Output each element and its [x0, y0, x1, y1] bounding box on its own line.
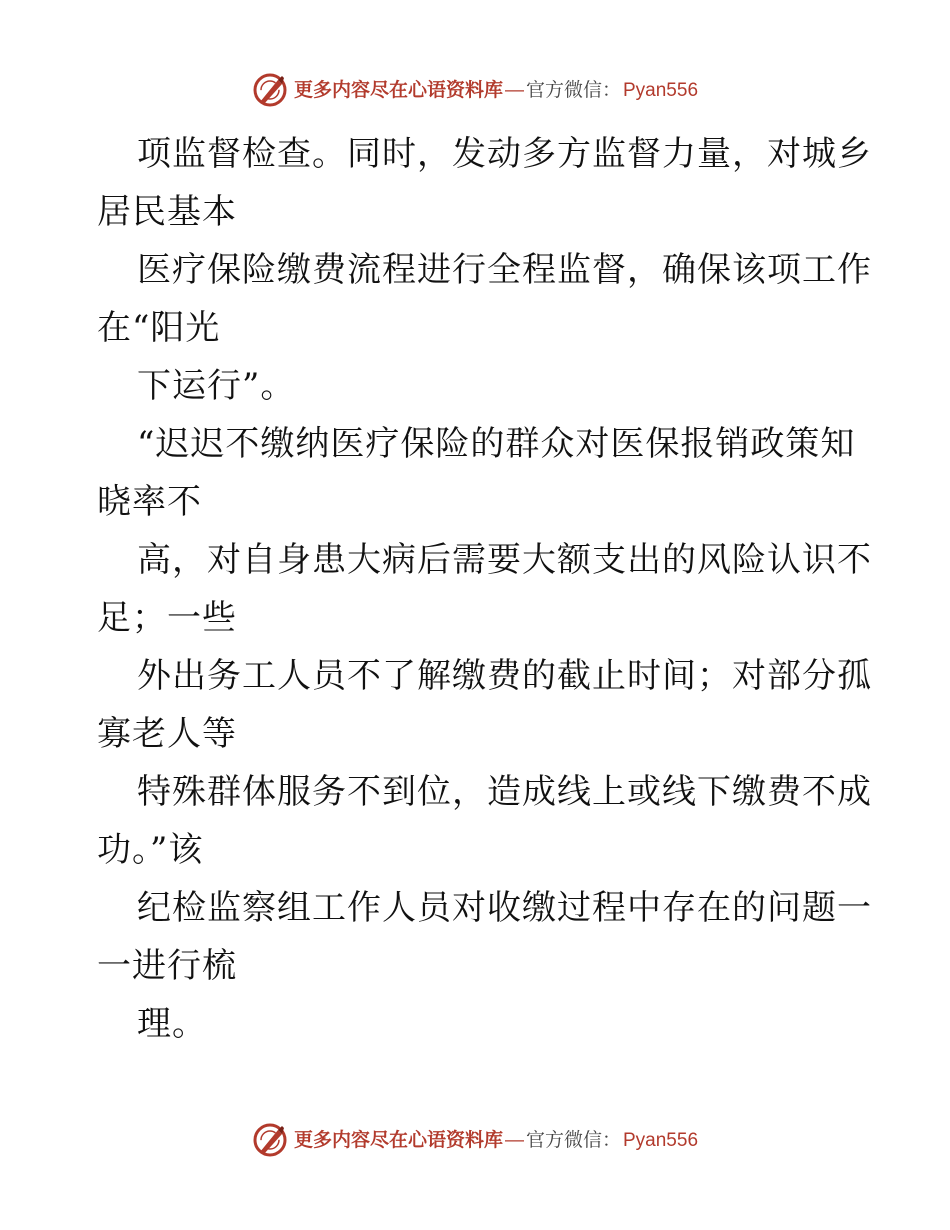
banner-wechat-id: Pyan556 [623, 79, 699, 101]
header-banner [0, 70, 950, 110]
body-line: 晓率不 [97, 482, 202, 522]
banner-dash: — [504, 1129, 524, 1151]
body-line: 外出务工人员不了解缴费的截止时间；对部分孤 [137, 656, 872, 696]
banner-slogan: 更多内容尽在心语资料库 [293, 78, 503, 101]
banner-wechat-label: 官方微信： [525, 1128, 621, 1151]
banner-text [293, 78, 699, 101]
brand-logo-icon [252, 1122, 288, 1158]
banner-slogan: 更多内容尽在心语资料库 [293, 1128, 503, 1151]
body-line: 项监督检查。同时，发动多方监督力量，对城乡 [137, 134, 872, 174]
brand-logo-icon [252, 72, 288, 108]
banner-wechat-label: 官方微信： [525, 78, 621, 101]
body-line: 居民基本 [97, 192, 237, 232]
body-line: 在“阳光 [97, 308, 221, 348]
body-line: 纪检监察组工作人员对收缴过程中存在的问题一 [137, 888, 872, 928]
body-line: 特殊群体服务不到位，造成线上或线下缴费不成 [137, 772, 872, 812]
body-line: 下运行”。 [137, 366, 296, 406]
body-line: 医疗保险缴费流程进行全程监督，确保该项工作 [137, 250, 872, 290]
body-line: 足；一些 [97, 598, 237, 638]
banner-text [293, 1128, 699, 1151]
body-line: 理。 [137, 1004, 207, 1044]
body-line: “迟迟不缴纳医疗保险的群众对医保报销政策知 [137, 424, 856, 464]
body-line: 高，对自身患大病后需要大额支出的风险认识不 [137, 540, 872, 580]
body-line: 功。”该 [97, 830, 204, 870]
body-line: 一进行梳 [97, 946, 237, 986]
footer-banner [0, 1120, 950, 1160]
body-line: 寡老人等 [97, 714, 237, 754]
banner-dash: — [504, 79, 524, 101]
banner-wechat-id: Pyan556 [623, 1129, 699, 1151]
document-body [97, 125, 872, 1053]
